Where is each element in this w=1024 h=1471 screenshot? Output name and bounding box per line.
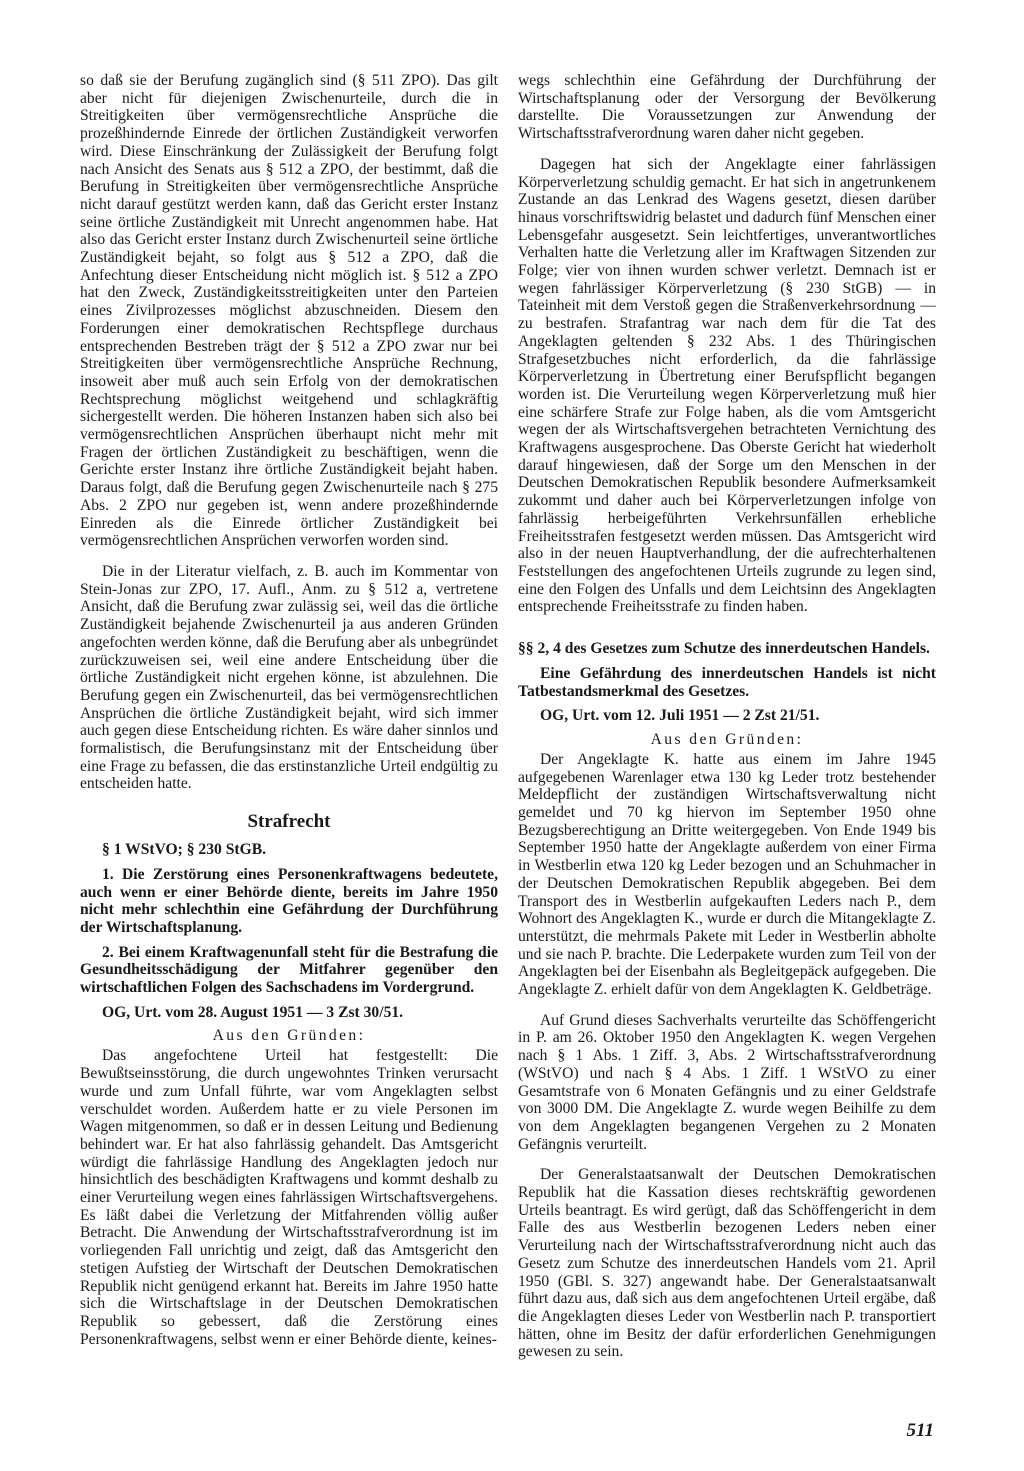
headnote: 2. Bei einem Kraftwagenunfall steht für die Bestrafung die Gesundheitsschädigung der Mitfahrer gegenüber den wirtschaftlichen Folgen des Sachschadens im Vordergrund. xyxy=(80,943,498,997)
left-column xyxy=(80,72,498,1361)
headnote: 1. Die Zerstörung eines Personenkraftwagens bedeutete, auch wenn er einer Behörde diente, bereits im Jahre 1950 nicht mehr schlechthin eine Gefährdung der Durchführung der Wirtschaftsplanung. xyxy=(80,865,498,936)
text-columns xyxy=(80,72,936,1361)
case-reference: OG, Urt. vom 12. Juli 1951 — 2 Zst 21/51. xyxy=(540,707,820,725)
paragraph: Dagegen hat sich der Angeklagte einer fahrlässigen Körperverletzung schuldig gemacht. Er hat sich in angetrunkenem Zustande an das Lenkrad des Wagens gesetzt, diesen darüber hinaus vorschriftswidrig belastet und dadurch fünf Menschen einer Lebensgefahr ausgesetzt. Sein leichtfertiges, unverantwortliches Verhalten hatte die Verletzung aller im Kraftwagen Sitzenden zur Folge; vier von ihnen wurden schwer verletzt. Demnach ist er wegen fahrlässiger Körperverletzung (§ 230 StGB) — in Tateinheit mit dem Verstoß gegen die Straßenverkehrsordnung — zu bestrafen. Strafantrag war nach dem für die Tat des Angeklagten geltenden § 232 Abs. 1 des Thüringischen Strafgesetzbuches nicht erforderlich, da die fahrlässige Körperverletzung in Übertretung einer Berufspflicht begangen worden ist. Die Verurteilung wegen Körperverletzung muß hier eine schärfere Strafe zur Folge haben, als die vom Amtsgericht wegen der als Wirtschaftsvergehen betrachteten Vernichtung des Kraftwagens ausgesprochene. Das Oberste Gericht hat wiederholt darauf hingewiesen, daß der Sorge um den Menschen in der Deutschen Demokratischen Republik besondere Aufmerksamkeit zukommt und daher auch bei Körperverletzungen infolge von fahrlässig herbeigeführten Verkehrsunfällen erhebliche Freiheitsstrafen festgesetzt werden müssen. Das Amtsgericht wird also in der neuen Hauptverhandlung, der die aufrechterhaltenen Feststellungen des angefochtenen Urteils zugrunde zu legen sind, eine den Folgen des Unfalls und dem Leichtsinn des Angeklagten entsprechende Freiheitsstrafe zu finden haben. xyxy=(518,155,936,616)
paragraph: Der Generalstaatsanwalt der Deutschen Demokratischen Republik hat die Kassation dieses rechtskräftig gewordenen Urteils beantragt. Es wird gerügt, daß das Schöffengericht in dem Falle des aus Westberlin bezogenen Leders neben einer Verurteilung nach der Wirtschaftsstrafverordnung nicht auch das Gesetz zum Schutze des innerdeutschen Handels vom 21. April 1950 (GBl. S. 327) angewandt habe. Der Generalstaatsanwalt führt dazu aus, daß sich aus dem angefochtenen Urteil ergäbe, daß die Angeklagten dieses Leder von Westberlin nach P. transportiert hätten, ohne im Besitz der dafür erforderlichen Genehmigungen gewesen zu sein. xyxy=(518,1166,936,1361)
reasons-heading: Aus den Gründen: xyxy=(650,730,804,748)
paragraph: Auf Grund dieses Sachverhalts verurteilte das Schöffengericht in P. am 26. Oktober 1950 den Angeklagten K. wegen Vergehen nach § 1 Abs. 1 Ziff. 3, Abs. 2 Wirtschaftsstrafverordnung (WStVO) und nach § 4 Abs. 1 Ziff. 1 WStVO zu einer Gesamtstrafe von 6 Monaten Gefängnis und zu einer Geldstrafe von 3000 DM. Die Angeklagte Z. wurde wegen Beihilfe zu dem von dem Angeklagten begangenen Vergehen zu 2 Monaten Gefängnis verurteilt. xyxy=(518,1011,936,1153)
paragraph: Die in der Literatur vielfach, z. B. auch im Kommentar von Stein-Jonas zur ZPO, 17. Aufl., Anm. zu § 512 a, vertretene Ansicht, daß die Berufung zwar zulässig sei, weil das die örtliche Zuständigkeit bejahende Zwischenurteil ja aus anderen Gründen angefochten werden könne, daß die Berufung aber als unbegründet zurückzuweisen sei, weil eine andere Entscheidung über die örtliche Zuständigkeit nicht ergehen könne, ist abzulehnen. Die Berufung gegen ein Zwischenurteil, das bei vermögensrechtlichen Ansprüchen die örtliche Zuständigkeit bejaht, wird sich immer auch gegen diese Entscheidung richten. Es wäre daher sinnlos und formalistisch, die Berufungsinstanz mit der Entscheidung über eine Frage zu befassen, die das erstinstanzliche Urteil endgültig zu entscheiden hatte. xyxy=(80,562,498,793)
right-column xyxy=(518,72,936,1361)
paragraph: Der Angeklagte K. hatte aus einem im Jahre 1945 aufgegebenen Warenlager etwa 130 kg Leder trotz bestehender Meldepflicht der zuständigen Wirtschaftsverwaltung nicht gemeldet und 70 kg hiervon im September 1950 ohne Bezugsberechtigung an Dritte weitergegeben. Von Ende 1949 bis September 1950 hatte der Angeklagte außerdem von einer Firma in Westberlin etwa 120 kg Leder bezogen und an Schuhmacher in der Deutschen Demokratischen Republik abgegeben. Bei dem Transport des in Westberlin aufgekauften Leders nach P., dem Wohnort des Angeklagten K., wurde er durch die Mitangeklagte Z. unterstützt, die mehrmals Pakete mit Leder in Westberlin abholte und sie nach P. brachte. Die Lederpakete wurden zum Teil von der Angeklagten bei der Eisenbahn als Begleitgepäck aufgegeben. Die Angeklagte Z. erhielt dafür von dem Angeklagten K. Geldbeträge. xyxy=(518,750,936,999)
legal-norm: §§ 2, 4 des Gesetzes zum Schutze des innerdeutschen Handels. xyxy=(518,640,930,658)
headnote: Eine Gefährdung des innerdeutschen Handels ist nicht Tatbestandsmerkmal des Gesetzes. xyxy=(518,664,936,700)
case-reference: OG, Urt. vom 28. August 1951 — 3 Zst 30/51. xyxy=(102,1003,404,1021)
legal-norm: § 1 WStVO; § 230 StGB. xyxy=(102,841,267,859)
paragraph: so daß sie der Berufung zugänglich sind (§ 511 ZPO). Das gilt aber nicht für diejenigen Zwischenurteile, durch die in Streitigkeiten über vermögensrechtliche Ansprüche die prozeßhindernde Einrede der örtlichen Zuständigkeit verworfen wird. Diese Einschränkung der Zulässigkeit der Berufung folgt nach Ansicht des Senats aus § 512 a ZPO, der bestimmt, daß die Berufung in Streitigkeiten über vermögensrechtliche Ansprüche nicht darauf gestützt werden kann, daß das Gericht erster Instanz seine örtliche Zuständigkeit mit Unrecht angenommen habe. Hat also das Gericht erster Instanz durch Zwischenurteil seine örtliche Zuständigkeit bejaht, so folgt aus § 512 a ZPO, daß die Anfechtung dieser Entscheidung nicht möglich ist. § 512 a ZPO hat den Zweck, Zuständigkeitsstreitigkeiten unter den Parteien eines Zivilprozesses möglichst abzuschneiden. Diesem den Forderungen einer demokratischen Rechtspflege durchaus entsprechenden Bestreben trägt der § 512 a ZPO zwar nur bei Streitigkeiten über vermögensrechtliche Ansprüche Rechnung, insoweit aber muß auch sein Erfolg von der demokratischen Rechtsprechung möglichst weitgehend und schlagkräftig sichergestellt werden. Die höheren Instanzen haben sich also bei vermögensrechtlichen Ansprüchen überhaupt nicht mehr mit Fragen der örtlichen Zuständigkeit zu beschäftigen, wenn die Gerichte erster Instanz ihre örtliche Zuständigkeit bejaht haben. Daraus folgt, daß die Berufung gegen Zwischenurteile nach § 275 Abs. 2 ZPO nur gegeben ist, wenn andere prozeßhindernde Einreden als die Einrede örtlicher Zuständigkeit bei vermögensrechtlichen Ansprüchen verworfen worden sind. xyxy=(80,72,498,550)
reasons-heading: Aus den Gründen: xyxy=(212,1027,366,1045)
page-number: 511 xyxy=(906,1420,934,1441)
section-heading: Strafrecht xyxy=(247,811,331,833)
paragraph: Das angefochtene Urteil hat festgestellt: Die Bewußtseinsstörung, die durch ungewohntes Trinken verursacht wurde und zum Unfall führte, war vom Angeklagten selbst verschuldet worden. Außerdem hatte er zu viele Personen im Wagen mitgenommen, so daß er in dessen Leitung und Bedienung behindert war. Er hat also fahrlässig gehandelt. Das Amtsgericht würdigt die fahrlässige Handlung des Angeklagten jedoch nur hinsichtlich des beschädigten Kraftwagens und kommt deshalb zu einer Verurteilung wegen eines fahrlässigen Wirtschaftsvergehens. Es läßt dabei die Verletzung der Mitfahrenden völlig außer Betracht. Die Anwendung der Wirtschaftsstrafverordnung ist im vorliegenden Fall unrichtig und zeigt, daß das Amtsgericht den stetigen Aufstieg der Wirtschaft der Deutschen Demokratischen Republik nicht genügend erkannt hat. Bereits im Jahre 1950 hatte sich die Wirtschaftslage in der Deutschen Demokratischen Republik so gebessert, daß die Zerstörung eines Personenkraftwagens, selbst wenn er einer Behörde diente, keines- xyxy=(80,1047,498,1348)
paragraph: wegs schlechthin eine Gefährdung der Durchführung der Wirtschaftsplanung oder der Versorgung der Bevölkerung darstellte. Die Voraussetzungen zur Anwendung der Wirtschaftsstrafverordnung waren daher nicht gegeben. xyxy=(518,72,936,143)
